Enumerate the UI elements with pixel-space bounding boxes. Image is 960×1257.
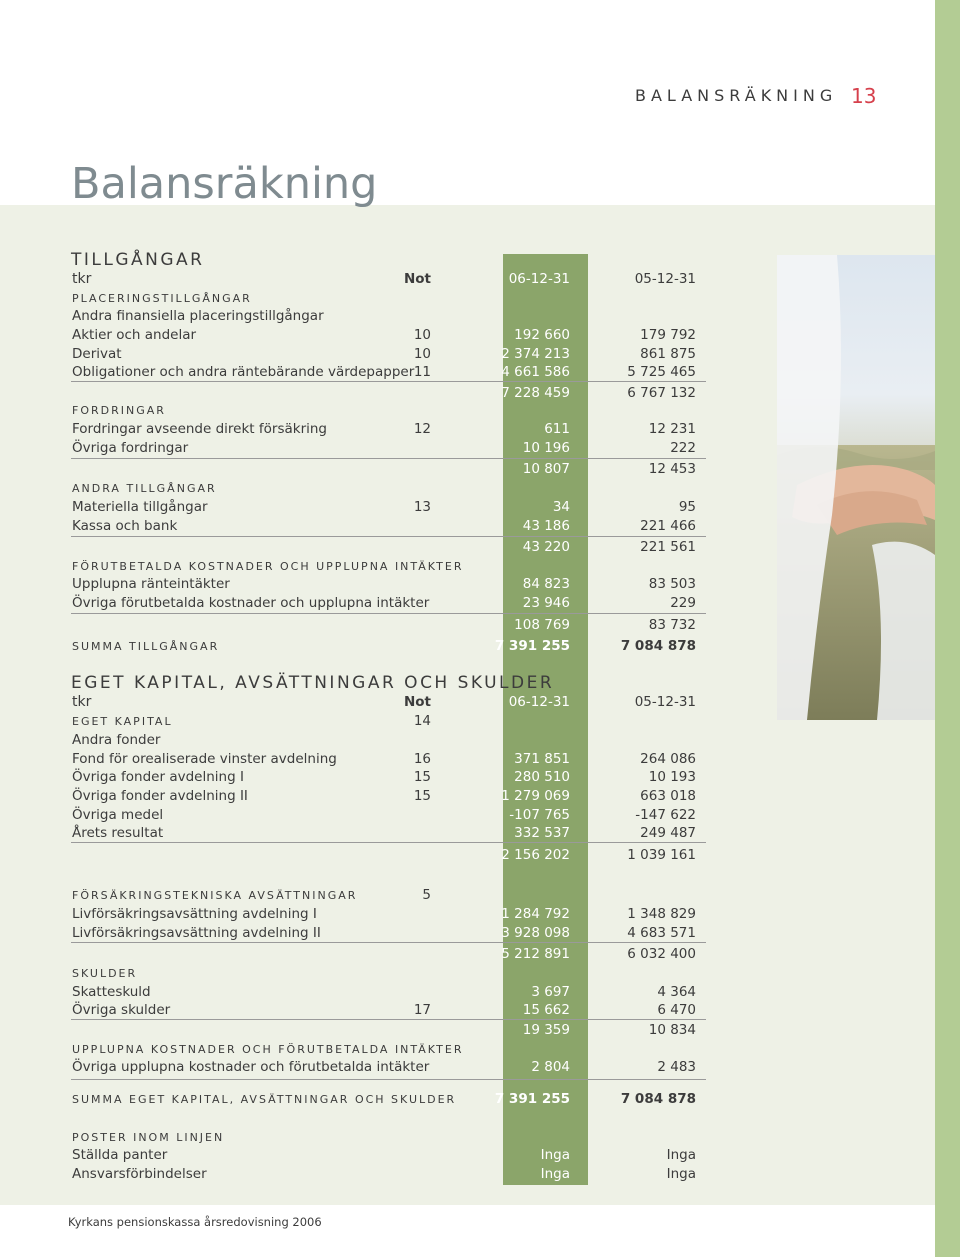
row-value-2006: 611	[544, 421, 570, 437]
row-value-2005: 222	[670, 440, 696, 456]
row-value-2006: -107 765	[509, 807, 570, 823]
row-value-2005: 663 018	[640, 788, 696, 804]
footer-text: Kyrkans pensionskassa årsredovisning 2006	[68, 1215, 322, 1229]
note-col-header: Not	[403, 271, 431, 287]
row-note: 13	[413, 499, 431, 515]
memo-heading: POSTER INOM LINJEN	[72, 1131, 225, 1144]
year-2006-header: 06-12-31	[508, 694, 570, 710]
section-label: BALANSRÄKNING	[635, 86, 838, 105]
row-label: Derivat	[72, 346, 122, 362]
row-value-2005: 1 348 829	[627, 906, 696, 922]
row-label: Övriga medel	[72, 807, 164, 823]
row-label: Övriga skulder	[72, 1002, 171, 1018]
subtotal-2006: 5 212 891	[501, 946, 570, 962]
row-value-2006: 15 662	[522, 1002, 570, 1018]
liabilities-total-label: SUMMA EGET KAPITAL, AVSÄTTNINGAR OCH SKULDER	[72, 1093, 457, 1106]
placering-subheading: Andra finansiella placeringstillgångar	[72, 308, 324, 324]
row-value-2006: 1 284 792	[501, 906, 570, 922]
row-value-2006: Inga	[540, 1147, 570, 1163]
row-value-2006: 192 660	[514, 327, 570, 343]
row-label: Ansvarsförbindelser	[72, 1166, 207, 1182]
row-value-2005: 249 487	[640, 825, 696, 841]
subtotal-divider	[71, 613, 706, 614]
equity-heading: EGET KAPITAL	[72, 715, 173, 728]
subtotal-divider	[71, 381, 706, 382]
page-edge-strip	[935, 0, 960, 1257]
row-value-2005: 4 683 571	[627, 925, 696, 941]
forutbetalda-heading: FÖRUTBETALDA KOSTNADER OCH UPPLUPNA INTÄKTER	[72, 560, 464, 573]
row-label: Fond för orealiserade vinster avdelning	[72, 751, 337, 767]
row-value-2005: 264 086	[640, 751, 696, 767]
row-label: Ställda panter	[72, 1147, 168, 1163]
row-value-2006: 1 279 069	[501, 788, 570, 804]
row-value-2006: 371 851	[514, 751, 570, 767]
liabilities-total-2006: 7 391 255	[494, 1091, 570, 1107]
row-label: Övriga fordringar	[72, 440, 189, 456]
subtotal-2005: 221 561	[640, 539, 696, 555]
row-note: 17	[413, 1002, 431, 1018]
subtotal-divider	[71, 842, 706, 843]
row-label: Kassa och bank	[72, 518, 178, 534]
row-label: Övriga upplupna kostnader och förutbetalda intäkter	[72, 1059, 430, 1075]
row-value-2006: 43 186	[522, 518, 570, 534]
provisions-note: 5	[422, 887, 431, 903]
row-value-2006: 3 697	[531, 984, 570, 1000]
unit-label: tkr	[72, 694, 92, 710]
assets-total-label: SUMMA TILLGÅNGAR	[72, 640, 220, 653]
row-label: Aktier och andelar	[72, 327, 197, 343]
row-value-2005: 221 466	[640, 518, 696, 534]
placering-heading: PLACERINGSTILLGÅNGAR	[72, 292, 252, 305]
row-note: 16	[413, 751, 431, 767]
subtotal-divider	[71, 942, 706, 943]
subtotal-2005: 6 767 132	[627, 385, 696, 401]
subtotal-2005: 10 834	[648, 1022, 696, 1038]
row-value-2005: 12 231	[648, 421, 696, 437]
subtotal-divider	[71, 1019, 706, 1020]
row-note: 11	[413, 364, 431, 380]
unit-label: tkr	[72, 271, 92, 287]
subtotal-2006: 2 156 202	[501, 847, 570, 863]
row-note: 15	[413, 769, 431, 785]
row-value-2005: 229	[670, 595, 696, 611]
row-label: Årets resultat	[72, 825, 164, 841]
row-note: 15	[413, 788, 431, 804]
liabilities-heading: EGET KAPITAL, AVSÄTTNINGAR OCH SKULDER	[71, 673, 555, 693]
row-value-2006: 10 196	[522, 440, 570, 456]
row-value-2005: 95	[678, 499, 696, 515]
accrued-heading: UPPLUPNA KOSTNADER OCH FÖRUTBETALDA INTÄKTER	[72, 1043, 464, 1056]
subtotal-divider	[71, 458, 706, 459]
row-label: Övriga fonder avdelning II	[72, 788, 248, 804]
liabilities-total-2005: 7 084 878	[620, 1091, 696, 1107]
row-value-2006: Inga	[540, 1166, 570, 1182]
assets-total-2005: 7 084 878	[620, 638, 696, 654]
andra-heading: ANDRA TILLGÅNGAR	[72, 482, 217, 495]
subtotal-2006: 19 359	[522, 1022, 570, 1038]
assets-total-2006: 7 391 255	[494, 638, 570, 654]
row-label: Upplupna ränteintäkter	[72, 576, 230, 592]
year-2005-header: 05-12-31	[634, 694, 696, 710]
row-value-2005: -147 622	[635, 807, 696, 823]
row-note: 12	[413, 421, 431, 437]
total-divider	[71, 1079, 706, 1080]
provisions-heading: FÖRSÄKRINGSTEKNISKA AVSÄTTNINGAR	[72, 889, 358, 902]
row-value-2005: 2 483	[657, 1059, 696, 1075]
row-value-2005: 861 875	[640, 346, 696, 362]
page-number: 13	[851, 84, 877, 108]
row-value-2006: 3 928 098	[501, 925, 570, 941]
subtotal-2005: 83 732	[648, 617, 696, 633]
row-label: Fordringar avseende direkt försäkring	[72, 421, 327, 437]
subtotal-2006: 7 228 459	[501, 385, 570, 401]
page-title: Balansräkning	[71, 159, 378, 209]
subtotal-2005: 1 039 161	[627, 847, 696, 863]
year-2005-header: 05-12-31	[634, 271, 696, 287]
row-value-2005: 6 470	[657, 1002, 696, 1018]
debts-heading: SKULDER	[72, 967, 138, 980]
row-value-2005: 4 364	[657, 984, 696, 1000]
row-value-2005: 5 725 465	[627, 364, 696, 380]
subtotal-2005: 12 453	[648, 461, 696, 477]
row-value-2005: Inga	[666, 1166, 696, 1182]
row-value-2006: 34	[552, 499, 570, 515]
row-value-2005: 10 193	[648, 769, 696, 785]
equity-note: 14	[413, 713, 431, 729]
row-label: Materiella tillgångar	[72, 499, 208, 515]
row-value-2005: 179 792	[640, 327, 696, 343]
row-value-2006: 2 374 213	[501, 346, 570, 362]
hands-photo	[777, 255, 935, 720]
year-2006-header: 06-12-31	[508, 271, 570, 287]
assets-heading: TILLGÅNGAR	[71, 250, 205, 270]
row-value-2006: 2 804	[531, 1059, 570, 1075]
subtotal-divider	[71, 536, 706, 537]
row-value-2006: 4 661 586	[501, 364, 570, 380]
row-label: Skatteskuld	[72, 984, 151, 1000]
row-value-2005: Inga	[666, 1147, 696, 1163]
row-label: Obligationer och andra räntebärande värdepapper	[72, 364, 415, 380]
subtotal-2006: 10 807	[522, 461, 570, 477]
row-value-2006: 280 510	[514, 769, 570, 785]
row-label: Övriga fonder avdelning I	[72, 769, 244, 785]
row-note: 10	[413, 327, 431, 343]
fordringar-heading: FORDRINGAR	[72, 404, 166, 417]
subtotal-2006: 108 769	[514, 617, 570, 633]
row-value-2006: 332 537	[514, 825, 570, 841]
note-col-header: Not	[403, 694, 431, 710]
row-note: 10	[413, 346, 431, 362]
subtotal-2005: 6 032 400	[627, 946, 696, 962]
row-value-2006: 23 946	[522, 595, 570, 611]
row-value-2006: 84 823	[522, 576, 570, 592]
row-label: Livförsäkringsavsättning avdelning I	[72, 906, 317, 922]
row-value-2005: 83 503	[648, 576, 696, 592]
row-label: Övriga förutbetalda kostnader och upplupna intäkter	[72, 595, 430, 611]
row-label: Livförsäkringsavsättning avdelning II	[72, 925, 321, 941]
equity-subheading: Andra fonder	[72, 732, 161, 748]
subtotal-2006: 43 220	[522, 539, 570, 555]
